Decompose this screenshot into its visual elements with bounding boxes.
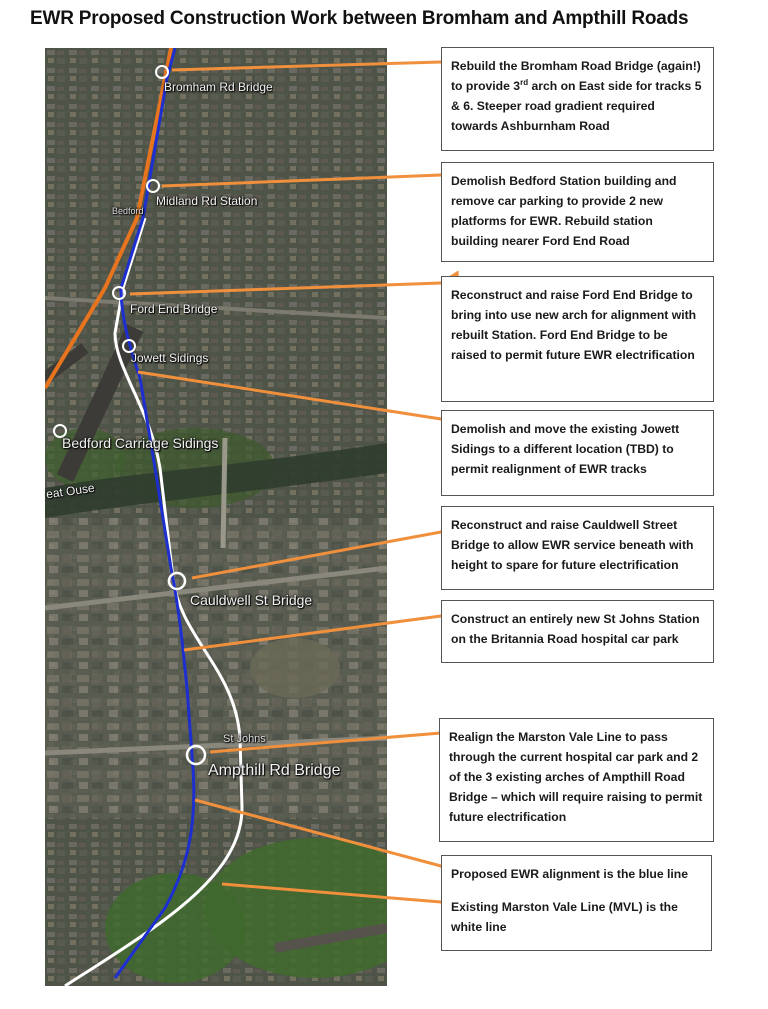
callout-text: Realign the Marston Vale Line to pass through the current hospital car park and 2 of the 3 existing arches of Ampthill Road Bridge – which will require raising to permit future electrification [449,730,703,824]
label-cauldwell-st-bridge: Cauldwell St Bridge [190,592,313,608]
callout-jowett-sidings [441,410,714,496]
callout-bromham-road-bridge [441,47,714,151]
callout-st-johns-station [441,600,714,663]
label-jowett-sidings: Jowett Sidings [131,351,209,365]
label-bedford: Bedford [112,206,144,216]
legend-box [441,855,712,951]
callout-marston-vale-line [439,718,714,842]
callout-bedford-station [441,162,714,262]
label-midland-rd-station: Midland Rd Station [156,194,258,208]
callout-text: Demolish and move the existing Jowett Sidings to a different location (TBD) to permit realignment of EWR tracks [451,422,680,476]
legend-ewr: Proposed EWR alignment is the blue line [451,867,689,881]
legend-mvl: Existing Marston Vale Line (MVL) is the white line [451,900,678,934]
callout-text: Reconstruct and raise Ford End Bridge to bring into use new arch for alignment with rebuilt Station. Ford End Bridge to be raised to permit future EWR electrification [451,288,697,362]
label-river: eat Ouse [45,480,96,502]
label-ford-end-bridge: Ford End Bridge [130,302,218,316]
map-graphic [45,48,387,986]
label-ampthill-rd-bridge: Ampthill Rd Bridge [208,762,341,779]
callout-text: Rebuild the Bromham Road Bridge (again!) to provide 3rd arch on East side for tracks 5 & 6. Steeper road gradient required towards Ashburnham Road [451,59,702,133]
callout-text: Reconstruct and raise Cauldwell Street Bridge to allow EWR service beneath with height to spare for future electrification [451,518,694,572]
callout-text: Demolish Bedford Station building and remove car parking to provide 2 new platforms for EWR. Rebuild station building nearer Ford End Road [451,174,677,248]
label-bromham-rd-bridge: Bromham Rd Bridge [164,80,273,94]
callout-cauldwell-street-bridge [441,506,714,590]
satellite-map [45,48,387,986]
callout-text: Construct an entirely new St Johns Station on the Britannia Road hospital car park [451,612,700,646]
callout-ford-end-bridge [441,276,714,402]
label-st-johns: St Johns [223,733,266,745]
label-bedford-carriage-sidings: Bedford Carriage Sidings [62,435,219,451]
page-title: EWR Proposed Construction Work between Bromham and Ampthill Roads [30,8,689,29]
